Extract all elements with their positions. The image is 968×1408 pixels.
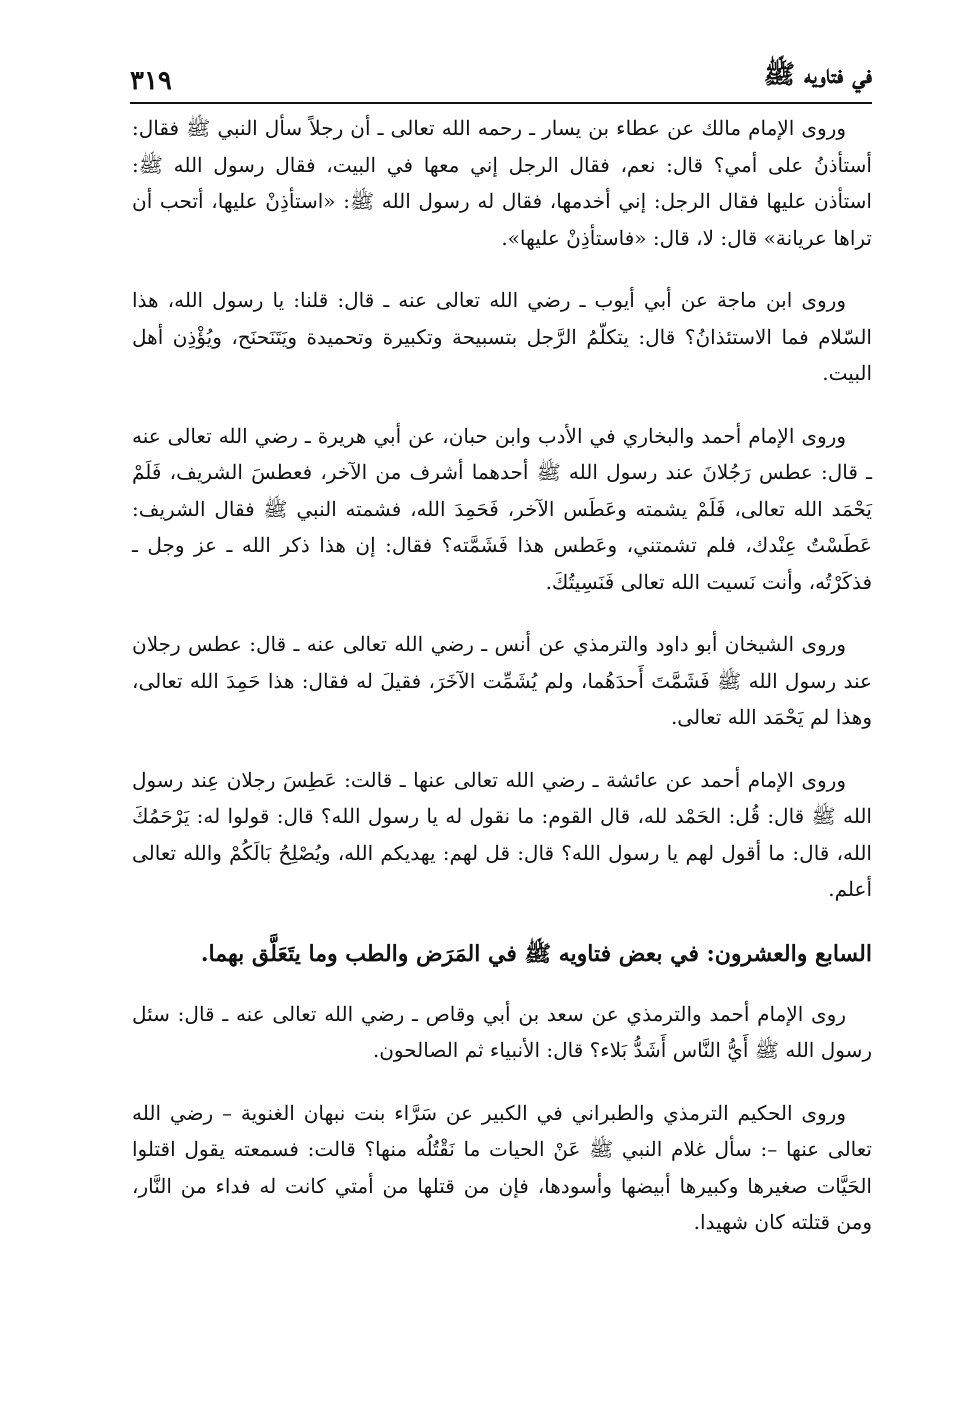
paragraph-5: وروى الإمام أحمد عن عائشة ـ رضي الله تعالى عنها ـ قالت: عَطِسَ رجلان عِند رسول الله ﷺ قال: قُل: الحَمْد لله، قال القوم: ما نقول له يا رسول الله؟ قال: قولوا له: يَرْحَمُكَ الله، قال: ما أقول لهم يا رسول الله؟ قال: قل لهم: يهديكم الله، ويُصْلِحُ بَالَكُمْ والله تعالى أعلم. [132,767,872,901]
section-paragraph-1: روى الإمام أحمد والترمذي عن سعد بن أبي وقاص ـ رضي الله تعالى عنه ـ قال: سئل رسول الله ﷺ أَيُّ النَّاس أَشَدُّ بَلاء؟ قال: الأنبياء ثم الصالحون. [132,1001,872,1062]
section-heading: السابع والعشرون: في بعض فتاويه ﷺ في المَرَض والطب وما يتَعَلَّق بهما. [200,940,872,967]
paragraph-1: وروى الإمام مالك عن عطاء بن يسار ـ رحمه الله تعالى ـ أن رجلاً سأل النبي ﷺ فقال: أستأذنُ على أمي؟ قال: نعم، فقال الرجل إني معها في البيت، فقال رسول الله ﷺ: استأذن عليها فقال الرجل: إني أخدمها، فقال له رسول الله ﷺ: «استأذِنْ عليها، أتحب أن تراها عريانة» قال: لا، قال: «فاستأذِنْ عليها». [132,116,872,250]
page-number: ٣١٩ [130,66,172,96]
section-paragraph-2: وروى الحكيم الترمذي والطبراني في الكبير عن سَرَّاء بنت نبهان الغنوية – رضي الله تعالى عنها –: سأل غلام النبي ﷺ عَنْ الحيات ما نَقْتُلُه منها؟ قالت: فسمعته يقول اقتلوا الحَيَّات صغيرها وكبيرها أبيضها وأسودها، فإن من قتلها من أمتي كانت له فداء من النَّار، ومن قتلته كان شهيدا. [132,1100,872,1234]
paragraph-2: وروى ابن ماجة عن أبي أيوب ـ رضي الله تعالى عنه ـ قال: قلنا: يا رسول الله، هذا السّلام فما الاستئذانُ؟ قال: يتكلّمُ الرَّجل بتسبيحة وتكبيرة وتحميدة ويَتَنَحنَح، ويُؤْذِن أهل البيت. [132,288,872,385]
running-title: في فتاويه ﷺ [763,60,872,90]
page-body [132,110,872,1267]
paragraph-4: وروى الشيخان أبو داود والترمذي عن أنس ـ رضي الله تعالى عنه ـ قال: عطس رجلان عند رسول الله ﷺ فَشَمَّتَ أَحدَهُما، ولم يُشَمِّت الآخَرَ، فقيلَ له فقال: هذا حَمِدَ الله تعالى، وهذا لم يَحْمَد الله تعالى. [132,632,872,729]
paragraph-3: وروى الإمام أحمد والبخاري في الأدب وابن حبان، عن أبي هريرة ـ رضي الله تعالى عنه ـ قال: عطس رَجُلانَ عند رسول الله ﷺ أحدهما أشرف من الآخر، فعطسَ الشريف، فَلَمْ يَحْمَد الله تعالى، فَلَمْ يشمته وعَطَس الآخر، فَحَمِدَ الله، فشمته النبي ﷺ فقال الشريف: عَطَسْتُ عِنْدك، فلم تشمتني، وعَطس هذا فَشَمَّته؟ فقال: إن هذا ذكر الله ـ عز وجل ـ فذكَرْتُه، وأنت نَسيت الله تعالى فَنَسِيتُكَ. [132,423,872,594]
page-header [130,56,872,104]
